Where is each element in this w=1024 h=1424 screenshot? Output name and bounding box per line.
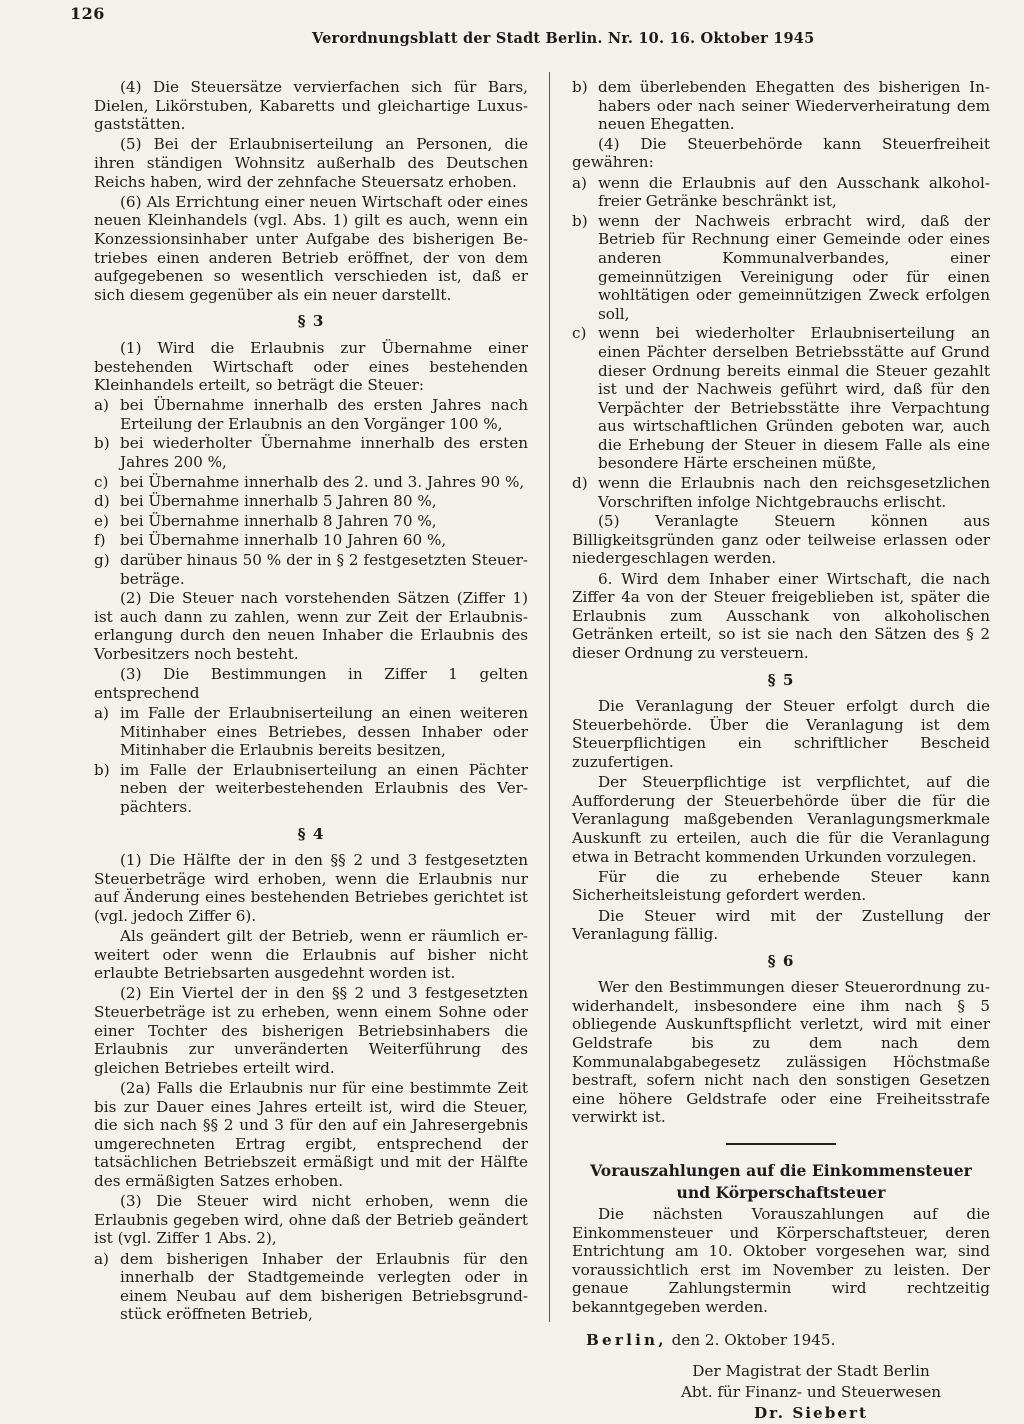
paragraph-4-3: (3) Die Steuer wird nicht erhoben, wenn die Erlaubnis gegeben wird, ohne daß der Betrieb geändert ist (vgl. Ziffer 1 Abs. 2), [94, 1192, 528, 1248]
signature-line-1: Der Magistrat der Stadt Berlin [692, 1362, 930, 1381]
paragraph-4-1: (1) Die Hälfte der in den §§ 2 und 3 festgesetzten Steuerbeträge wird erhoben, wenn die Erlaubnis nur auf Änderung eines bestehenden Betriebes gerichtet ist (vgl. jedoch Ziffer 6). [94, 851, 528, 925]
dateline [586, 1331, 990, 1350]
paragraph-3-1: (1) Wird die Erlaubnis zur Übernahme einer bestehenden Wirtschaft oder eines bestehenden Kleinhandels erteilt, so beträgt die Steuer: [94, 338, 528, 395]
signature-name: Dr. Siebert [753, 1404, 869, 1423]
paragraph-5-1: Die Veranlagung der Steuer erfolgt durch die Steuerbehörde. Über die Veranlagung ist dem Steuerpflichtigen ein schriftlicher Bescheid zuzufertigen. [572, 697, 990, 771]
list-item: d) wenn die Erlaubnis nach den reichsgesetzlichen Vorschriften infolge Nichtgebrauchs erlischt. [572, 474, 990, 511]
section-heading-5: § 5 [767, 670, 795, 689]
paragraph-4-6: 6. Wird dem Inhaber einer Wirtschaft, die nach Ziffer 4a von der Steuer freigeblieben ist, später die Erlaubnis zum Ausschank von alkoholischen Getränken erteilt, so ist sie nach den Sätzen des § 2 dieser Ordnung zu versteuern. [572, 569, 990, 662]
list-item: c) bei Übernahme innerhalb des 2. und 3. Jahres 90 %, [94, 472, 525, 491]
paragraph-5-2: Der Steuerpflichtige ist verpflichtet, auf die Aufforderung der Steuerbehörde über die für die Veranlagung maßgebenden Veranlagungsmerkmale Auskunft zu erteilen, auch die für die Veranlagung etwa in Betracht kommenden Urkunden vorzulegen. [572, 773, 990, 866]
list-item: b) bei wiederholter Übernahme innerhalb des ersten Jahres 200 %, [94, 434, 528, 472]
paragraph-4-5: (5) Veranlagte Steuern können aus Billigkeitsgründen ganz oder teilweise erlassen oder niedergeschlagen werden. [572, 512, 990, 568]
left-column [94, 78, 528, 1325]
list-item: d) bei Übernahme innerhalb 5 Jahren 80 %, [94, 492, 437, 511]
list-item: a) wenn die Erlaubnis auf den Ausschank alkoholfreier Getränke beschränkt ist, [572, 173, 990, 211]
paragraph-2-5: (5) Bei der Erlaubniserteilung an Personen, die ihren ständigen Wohnsitz außerhalb des Deutschen Reichs haben, wird der zehnfache Steuersatz erhoben. [94, 135, 528, 191]
list-item: a) dem bisherigen Inhaber der Erlaubnis für den innerhalb der Stadtgemeinde verlegten oder in einem Neubau auf dem bisherigen Betriebsgrundstück eröffneten Betrieb, [94, 1249, 528, 1324]
section-heading-6: § 6 [767, 951, 795, 970]
list-3-1 [94, 396, 528, 588]
list-item: a) im Falle der Erlaubniserteilung an einen weiteren Mitinhaber eines Betriebes, dessen Inhaber oder Mitinhaber die Erlaubnis bereits besitzen, [94, 703, 528, 760]
paragraph-6-1: Wer den Bestimmungen dieser Steuerordnung zuwiderhandelt, insbesondere eine ihm nach § 5 obliegende Auskunftspflicht verletzt, wird mit einer Geldstrafe bis zu dem nach dem Kommunalabgabegesetz zulässigen Höchstmaße bestraft, sofern nicht nach den sonstigen Gesetzen eine höhere Geldstrafe oder eine Freiheitsstrafe verwirkt ist. [572, 978, 990, 1127]
separator-rule [726, 1143, 836, 1145]
signature-line-2: Abt. für Finanz- und Steuerwesen [680, 1383, 942, 1402]
column-divider [549, 72, 550, 1322]
notice-body: Die nächsten Vorauszahlungen auf die Einkommensteuer und Körperschaftsteuer, deren Entrichtung am 10. Oktober vorgesehen war, sind voraussichtlich erst im November zu leisten. Der genaue Zahlungstermin wird rechtzeitig bekanntgegeben werden. [572, 1205, 990, 1316]
list-item: e) bei Übernahme innerhalb 8 Jahren 70 %, [94, 511, 437, 530]
list-item: f) bei Übernahme innerhalb 10 Jahren 60 %, [94, 531, 447, 550]
list-4-4 [572, 174, 990, 512]
paragraph-3-2: (2) Die Steuer nach vorstehenden Sätzen (Ziffer 1) ist auch dann zu zahlen, wenn zur Zeit der Erlaubniserlangung durch den neuen Inhaber die Erlaubnis des Vorbesitzers noch besteht. [94, 589, 528, 663]
paragraph-4-2: (2) Ein Viertel der in den §§ 2 und 3 festgesetzten Steuerbeträge ist zu erheben, wenn einem Sohne oder einer Tochter des bisherigen Betriebsinhabers die Erlaubnis zur unveränderten Weiterführung des gleichen Betriebes erteilt wird. [94, 984, 528, 1077]
notice-title-line-1: Vorauszahlungen auf die Einkommensteuer [590, 1161, 972, 1181]
list-item: a) bei Übernahme innerhalb des ersten Jahres nach Erteilung der Erlaubnis an den Vorgänger 100 %, [94, 396, 528, 433]
list-item: g) darüber hinaus 50 % der in § 2 festgesetzten Steuerbeträge. [94, 551, 528, 588]
list-item: b) dem überlebenden Ehegatten des bisherigen Inhabers oder nach seiner Wiederverheiratung dem neuen Ehegatten. [572, 78, 990, 134]
section-heading-4: § 4 [297, 824, 325, 843]
list-item: c) wenn bei wiederholter Erlaubniserteilung an einen Pächter derselben Betriebsstätte auf Grund dieser Ordnung bereits einmal die Steuer gezahlt ist und der Nachweis geführt wird, daß für den Verpächter der Betriebsstätte ihre Verpachtung aus wirtschaftlichen Gründen geboten war, auch die Erhebung der Steuer in diesem Falle als eine besondere Härte erscheinen müßte, [572, 324, 990, 473]
list-3-3 [94, 704, 528, 817]
list-item: b) im Falle der Erlaubniserteilung an einen Pächter neben der weiterbestehenden Erlaubnis des Verpächters. [94, 760, 528, 816]
dateline-date: den 2. Oktober 1945. [666, 1330, 836, 1349]
paragraph-2-6: (6) Als Errichtung einer neuen Wirtschaft oder eines neuen Kleinhandels (vgl. Abs. 1) gilt es auch, wenn ein Konzessionsinhaber unter Aufgabe des bisherigen Betriebes einen anderen Betrieb eröffnet, der von dem aufgegebenen so wesentlich verschieden ist, daß er sich diesem gegenüber als ein neuer darstellt. [94, 192, 528, 304]
notice-title-line-2: und Körperschaftsteuer [676, 1183, 886, 1203]
list-item: b) wenn der Nachweis erbracht wird, daß der Betrieb für Rechnung einer Gemeinde oder eines anderen Kommunalverbandes, einer gemeinnützigen Vereinigung oder für einen wohltätigen oder gemeinnützigen Zweck erfolgen soll, [572, 211, 990, 323]
page-number: 126 [70, 4, 105, 23]
running-head: Verordnungsblatt der Stadt Berlin. Nr. 10. 16. Oktober 1945 [312, 30, 815, 47]
dateline-city: Berlin, [586, 1330, 667, 1349]
right-column [572, 78, 990, 1424]
paragraph-5-3: Für die zu erhebende Steuer kann Sicherheitsleistung gefordert werden. [572, 867, 990, 905]
list-4-3 [94, 1250, 528, 1324]
paragraph-3-3: (3) Die Bestimmungen in Ziffer 1 gelten entsprechend [94, 665, 528, 702]
section-heading-3: § 3 [297, 312, 325, 331]
list-4-3-continued [572, 78, 990, 134]
paragraph-5-4: Die Steuer wird mit der Zustellung der Veranlagung fällig. [572, 906, 990, 944]
paragraph-4-2a: (2a) Falls die Erlaubnis nur für eine bestimmte Zeit bis zur Dauer eines Jahres erteilt ist, wird die Steuer, die sich nach §§ 2 und 3 für den auf ein Jahresergebnis umgerechneten Ertrag ergibt, entsprechend der tatsächlichen Betriebszeit ermäßigt und mit der Hälfte des ermäßigten Satzes erhoben. [94, 1079, 528, 1190]
paragraph-4-4: (4) Die Steuerbehörde kann Steuerfreiheit gewähren: [572, 134, 990, 172]
paragraph-2-4: (4) Die Steuersätze vervierfachen sich für Bars, Dielen, Likörstuben, Kabaretts und gleichartige Luxusgaststätten. [94, 78, 528, 134]
paragraph-4-1b: Als geändert gilt der Betrieb, wenn er räumlich erweitert oder wenn die Erlaubnis auf bisher nicht erlaubte Betriebsarten ausgedehnt worden ist. [94, 927, 528, 983]
